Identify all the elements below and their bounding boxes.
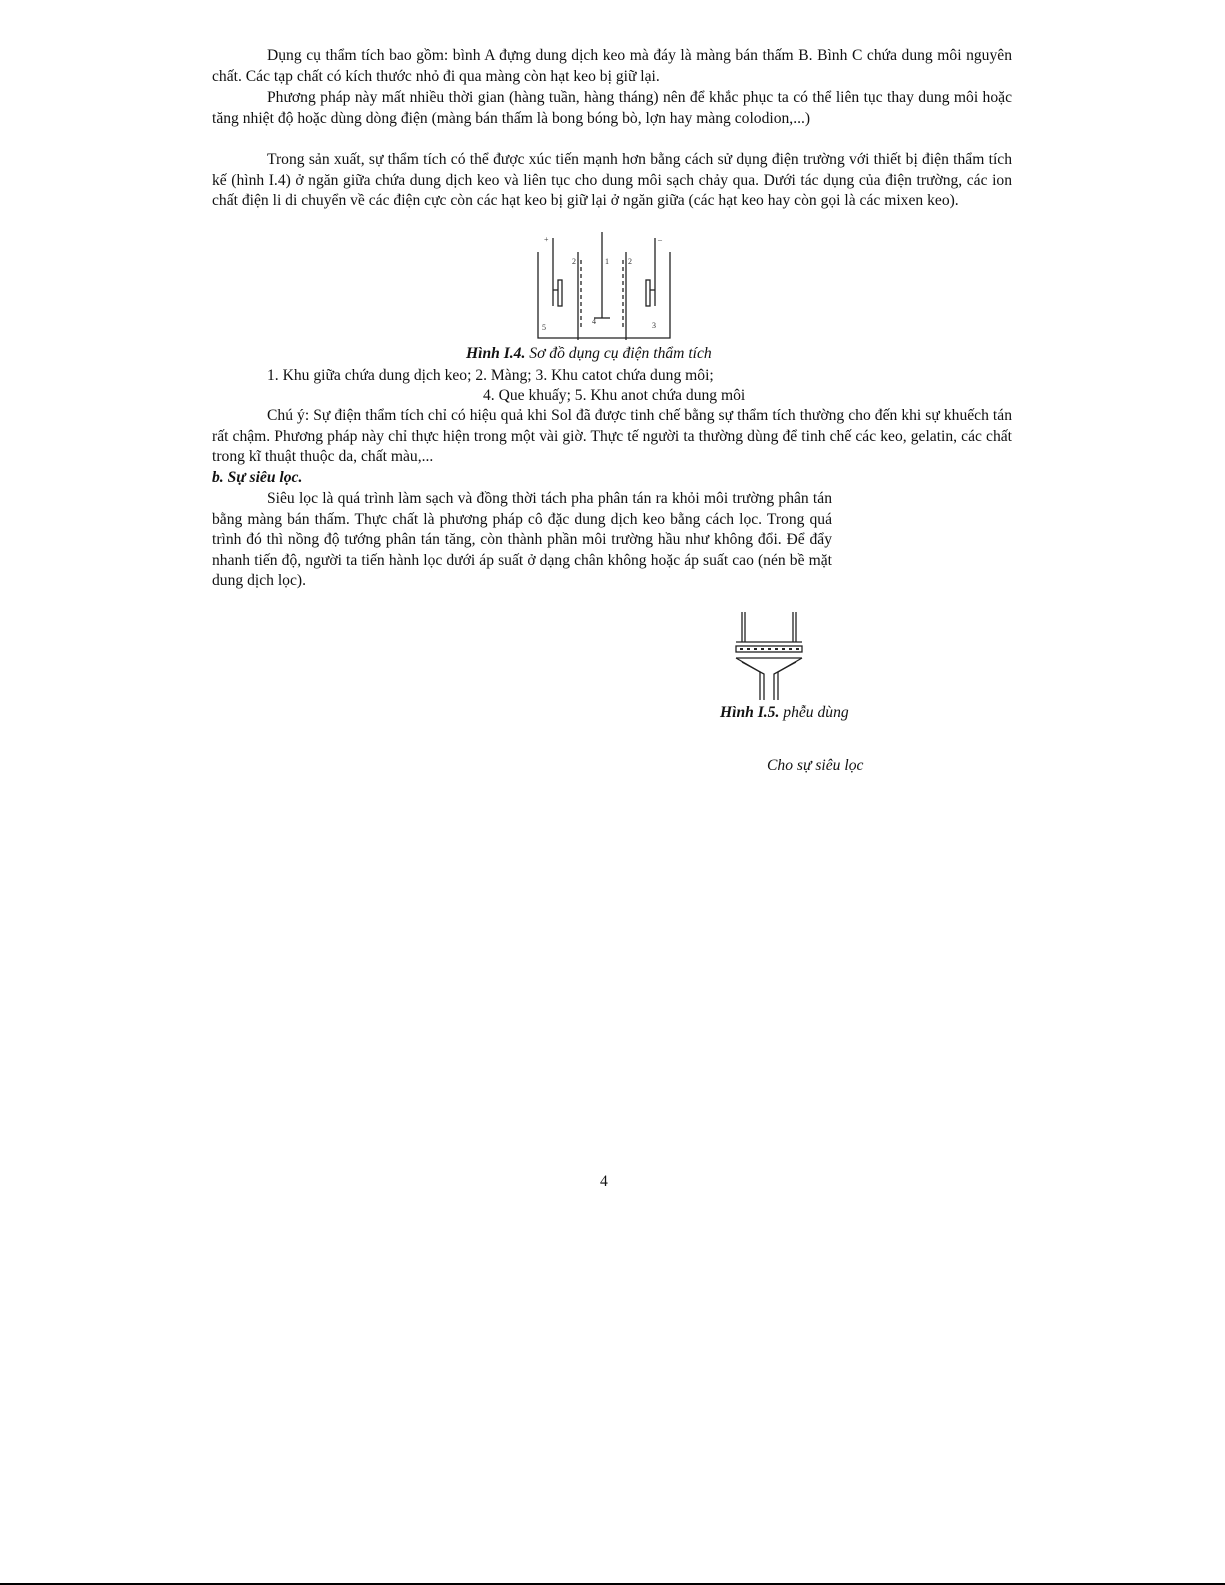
label-1: 1: [605, 257, 609, 266]
label-2-right: 2: [628, 257, 632, 266]
label-5: 5: [542, 323, 546, 332]
figure-15-caption: [720, 703, 849, 724]
ultrafiltration-funnel-diagram: [730, 610, 820, 704]
paragraph-electrodialysis: Trong sản xuất, sự thẩm tích có thể được xúc tiến mạnh hơn bằng cách sử dụng điện trường với thiết bị điện thẩm tích kế (hình I.4) ở ngăn giữa chứa dung dịch keo và liên tục cho dung môi sạch chảy qua. Dưới tác dụng của điện trường, các ion chất điện li di chuyển về các điện cực còn các hạt keo bị giữ lại ở ngăn giữa (các hạt keo hay còn gọi là các mixen keo).: [212, 151, 1012, 209]
label-minus: –: [658, 235, 662, 244]
paragraph-ultrafiltration: Siêu lọc là quá trình làm sạch và đồng thời tách pha phân tán ra khỏi môi trường phân tán bằng màng bán thấm. Thực chất là phương pháp cô đặc dung dịch keo bằng cách lọc. Trong quá trình đó thì nồng độ tướng phân tán tăng, còn thành phần môi trường hầu như không đổi. Để đẩy nhanh tiến độ, người ta tiến hành lọc dưới áp suất ở dạng chân không hoặc áp suất cao (nén bề mặt dung dịch lọc).: [212, 490, 832, 589]
label-plus: +: [544, 235, 549, 244]
page-number: 4: [600, 1173, 608, 1190]
figure-15-title: phễu dùng: [779, 704, 849, 721]
figure-14-legend-line-2: 4. Que khuấy; 5. Khu anot chứa dung môi: [483, 387, 746, 404]
funnel-cone-right: [778, 658, 802, 700]
cathode-electrode: [646, 280, 650, 306]
electrodialysis-diagram: [534, 230, 674, 342]
figure-14-number: Hình I.4.: [466, 345, 526, 362]
figure-14-caption: [466, 344, 712, 365]
figure-14-legend-line-1: 1. Khu giữa chứa dung dịch keo; 2. Màng; 3. Khu catot chứa dung môi;: [267, 367, 714, 384]
anode-electrode: [558, 280, 562, 306]
paragraph-dialysis-method: Phương pháp này mất nhiều thời gian (hàng tuần, hàng tháng) nên để khắc phục ta có thể liên tục thay dung môi hoặc tăng nhiệt độ hoặc dùng dòng điện (màng bán thấm là bong bóng bò, lợn hay màng colodion,...): [212, 89, 1012, 127]
label-3: 3: [652, 321, 656, 330]
paragraph-dialysis-apparatus: Dụng cụ thẩm tích bao gồm: bình A đựng dung dịch keo mà đáy là màng bán thấm B. Bình C chứa dung môi nguyên chất. Các tạp chất có kích thước nhỏ đi qua màng còn hạt keo bị giữ lại.: [212, 47, 1012, 85]
figure-15-number: Hình I.5.: [720, 704, 780, 721]
figure-15-caption-line-2: Cho sự siêu lọc: [767, 757, 864, 774]
figure-14-title: Sơ đồ dụng cụ điện thẩm tích: [525, 345, 712, 362]
label-4: 4: [592, 317, 596, 326]
paragraph-note: Chú ý: Sự điện thẩm tích chỉ có hiệu quả khi Sol đã được tinh chế bằng sự thẩm tích thường cho đến khi sự khuếch tán rất chậm. Phương pháp này chỉ thực hiện trong một vài giờ. Thực tế người ta thường dùng để tinh chế các keo, gelatin, các chất trong kĩ thuật thuộc da, chất màu,...: [212, 407, 1012, 465]
label-2-left: 2: [572, 257, 576, 266]
section-b-heading: b. Sự siêu lọc.: [212, 469, 303, 486]
funnel-cone-left: [736, 658, 760, 700]
